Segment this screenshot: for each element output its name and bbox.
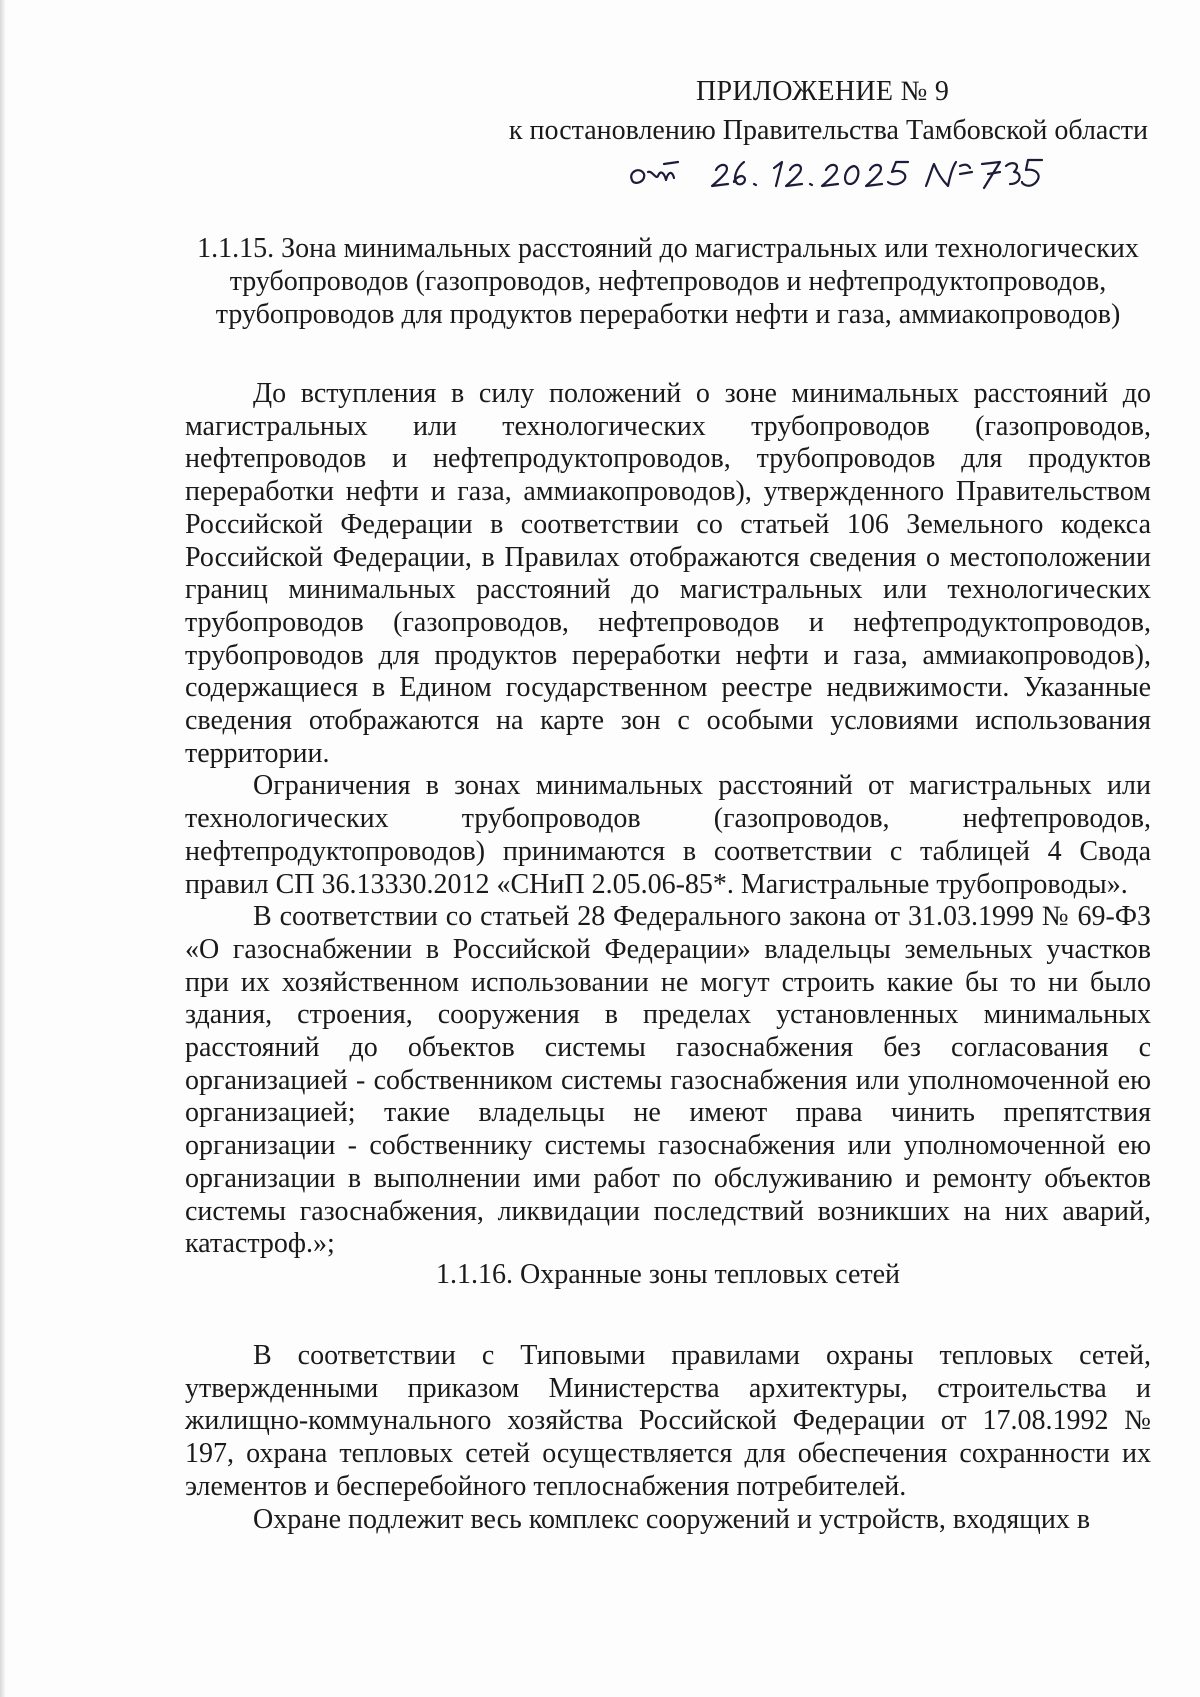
- appendix-title: ПРИЛОЖЕНИЕ № 9: [696, 76, 950, 107]
- paragraph: Охране подлежит весь комплекс сооружений и устройств, входящих в: [253, 1503, 1091, 1535]
- handwritten-date-number: [626, 150, 1046, 200]
- scan-edge: [0, 0, 6, 1697]
- paragraph: В соответствии с Типовыми правилами охраны тепловых сетей, утвержденными приказом Министерства архитектуры, строительства и жилищно-коммунального хозяйства Российской Федерации от 17.08.1992 № 197, охрана тепловых сетей осуществляется для обеспечения сохранности их элементов и бесперебойного теплоснабжения потребителей.: [185, 1340, 1151, 1502]
- section-body-1-1-16: [185, 1340, 1151, 1536]
- section-body-1-1-15: [185, 378, 1151, 1261]
- paragraph: Ограничения в зонах минимальных расстояний от магистральных или технологических трубопроводов (газопроводов, нефтепроводов, нефтепродуктопроводов) принимаются в соответствии с таблицей 4 Свода правил СП 36.13330.2012 «СНиП 2.05.06-85*. Магистральные трубопроводы».: [185, 770, 1151, 900]
- paragraph: До вступления в силу положений о зоне минимальных расстояний до магистральных или технологических трубопроводов (газопроводов, нефтепроводов и нефтепродуктопроводов, трубопроводов для продуктов переработки нефти и газа, аммиакопроводов), утвержденного Правительством Российской Федерации в соответствии со статьей 106 Земельного кодекса Российской Федерации, в Правилах отображаются сведения о местоположении границ минимальных расстояний до магистральных или технологических трубопроводов (газопроводов, нефтепроводов и нефтепродуктопроводов, трубопроводов для продуктов переработки нефти и газа, аммиакопроводов), содержащиеся в Едином государственном реестре недвижимости. Указанные сведения отображаются на карте зон с особыми условиями использования территории.: [185, 378, 1151, 769]
- paragraph: В соответствии со статьей 28 Федерального закона от 31.03.1999 № 69-ФЗ «О газоснабжении в Российской Федерации» владельцы земельных участков при их хозяйственном использовании не могут строить какие бы то ни было здания, строения, сооружения в пределах установленных минимальных расстояний до объектов системы газоснабжения без согласования с организацией - собственником системы газоснабжения или уполномоченной ею организацией; такие владельцы не имеют права чинить препятствия организации - собственнику системы газоснабжения или уполномоченной ею организации в выполнении ими работ по обслуживанию и ремонту объектов системы газоснабжения, ликвидации последствий возникших на них аварий, катастроф.»;: [185, 901, 1151, 1260]
- section-heading-1-1-16: 1.1.16. Охранные зоны тепловых сетей: [435, 1259, 901, 1290]
- appendix-subtitle: к постановлению Правительства Тамбовской области: [508, 115, 1148, 146]
- section-heading-1-1-15: 1.1.15. Зона минимальных расстояний до магистральных или технологических трубопроводов (газопроводов, нефтепроводов и нефтепродуктопроводов, трубопроводов для продуктов переработки нефти и газа, аммиакопроводов): [197, 233, 1139, 330]
